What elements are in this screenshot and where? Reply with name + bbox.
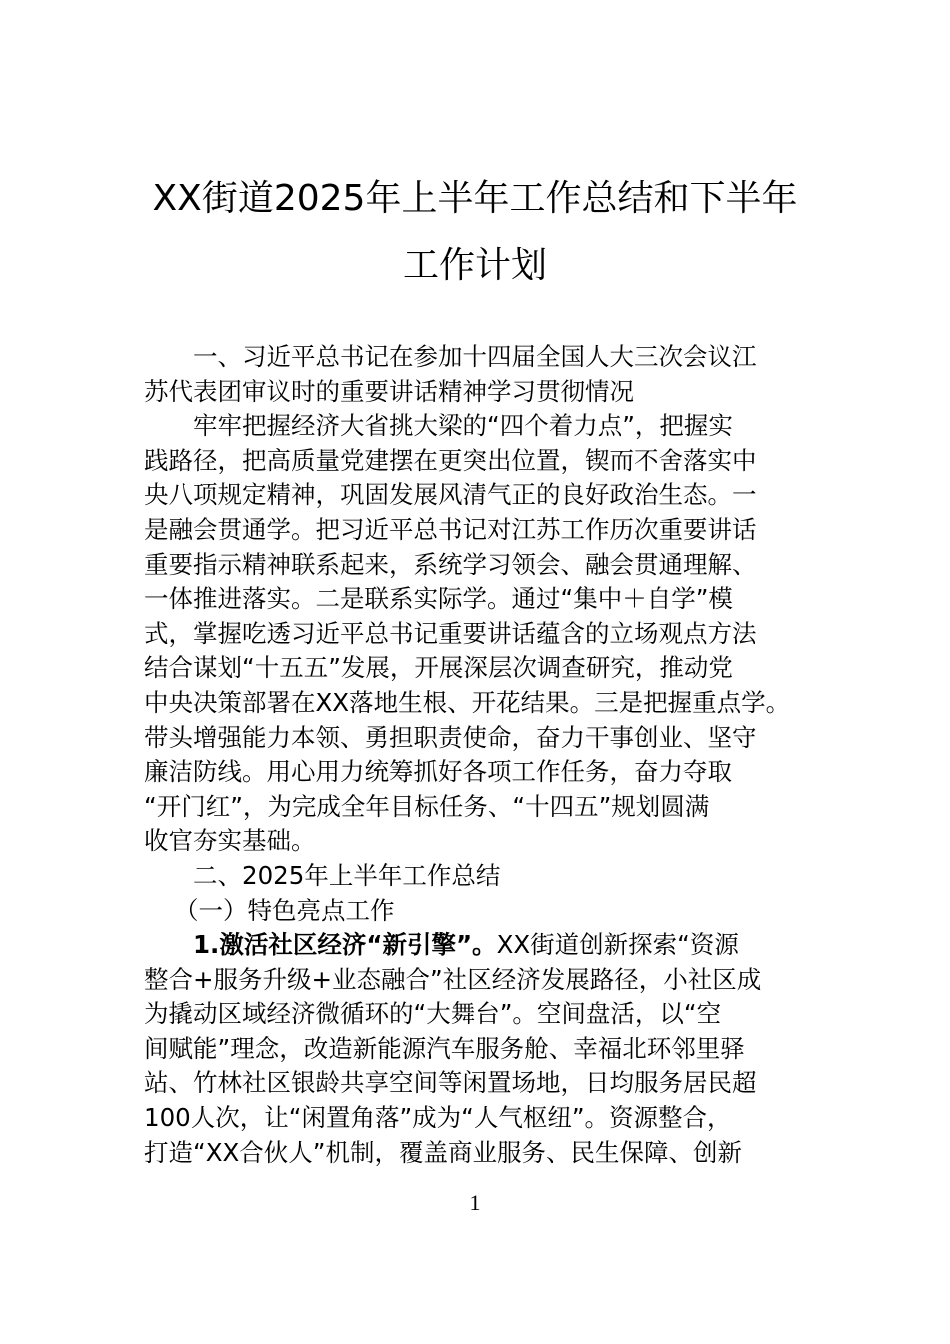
paragraph-line: 是融会贯通学。把习近平总书记对江苏工作历次重要讲话 [144, 514, 757, 544]
paragraph-line: “开门红”，为完成全年目标任务、“十四五”规划圆满 [144, 791, 710, 821]
paragraph-line: 央八项规定精神，巩固发展风清气正的良好政治生态。一 [144, 480, 757, 510]
paragraph-line: 结合谋划“十五五”发展，开展深层次调查研究，推动党 [144, 653, 733, 683]
paragraph-line: 带头增强能力本领、勇担职责使命，奋力干事创业、坚守 [144, 722, 757, 752]
paragraph-line: 收官夯实基础。 [144, 826, 316, 856]
paragraph-line: 整合+服务升级+业态融合”社区经济发展路径，小社区成 [144, 964, 762, 994]
paragraph-line: 中央决策部署在XX落地生根、开花结果。三是把握重点学。 [144, 687, 791, 717]
document-title-line-2: 工作计划 [402, 245, 547, 286]
paragraph-line: 牢牢把握经济大省挑大梁的“四个着力点”，把握实 [193, 411, 733, 441]
section-heading-1-line-2: 苏代表团审议时的重要讲话精神学习贯彻情况 [144, 376, 634, 406]
paragraph-line: 间赋能”理念，改造新能源汽车服务舱、幸福北环邻里驿 [144, 1033, 745, 1063]
paragraph-line: 重要指示精神联系起来，系统学习领会、融会贯通理解、 [144, 549, 757, 579]
paragraph-line: 廉洁防线。用心用力统筹抓好各项工作任务，奋力夺取 [144, 757, 732, 787]
paragraph-line: 一体推进落实。二是联系实际学。通过“集中＋自学”模 [144, 584, 733, 614]
document-body [144, 340, 814, 1170]
paragraph-line: 践路径，把高质量党建摆在更突出位置，锲而不舍落实中 [144, 445, 757, 475]
page-number: 1 [469, 1190, 481, 1215]
subsection-heading: （一）特色亮点工作 [174, 895, 395, 925]
section-heading-1-line-1: 一、习近平总书记在参加十四届全国人大三次会议江 [193, 342, 757, 371]
paragraph-line: 100人次，让“闲置角落”成为“人气枢纽”。资源整合， [144, 1103, 732, 1133]
item-heading-continuation: XX街道创新探索“资源 [496, 930, 739, 960]
item-heading-bold: 1.激活社区经济“新引擎”。 [193, 930, 497, 960]
paragraph-line [144, 928, 814, 963]
paragraph-line: 式，掌握吃透习近平总书记重要讲话蕴含的立场观点方法 [144, 618, 757, 648]
document-title-line-1: XX街道2025年上半年工作总结和下半年 [152, 178, 798, 219]
section-heading-2: 二、2025年上半年工作总结 [193, 860, 501, 890]
paragraph-line: 为撬动区域经济微循环的“大舞台”。空间盘活，以“空 [144, 999, 722, 1029]
paragraph-line: 站、竹林社区银龄共享空间等闲置场地，日均服务居民超 [144, 1068, 757, 1098]
paragraph-line: 打造“XX合伙人”机制，覆盖商业服务、民生保障、创新 [144, 1137, 742, 1167]
